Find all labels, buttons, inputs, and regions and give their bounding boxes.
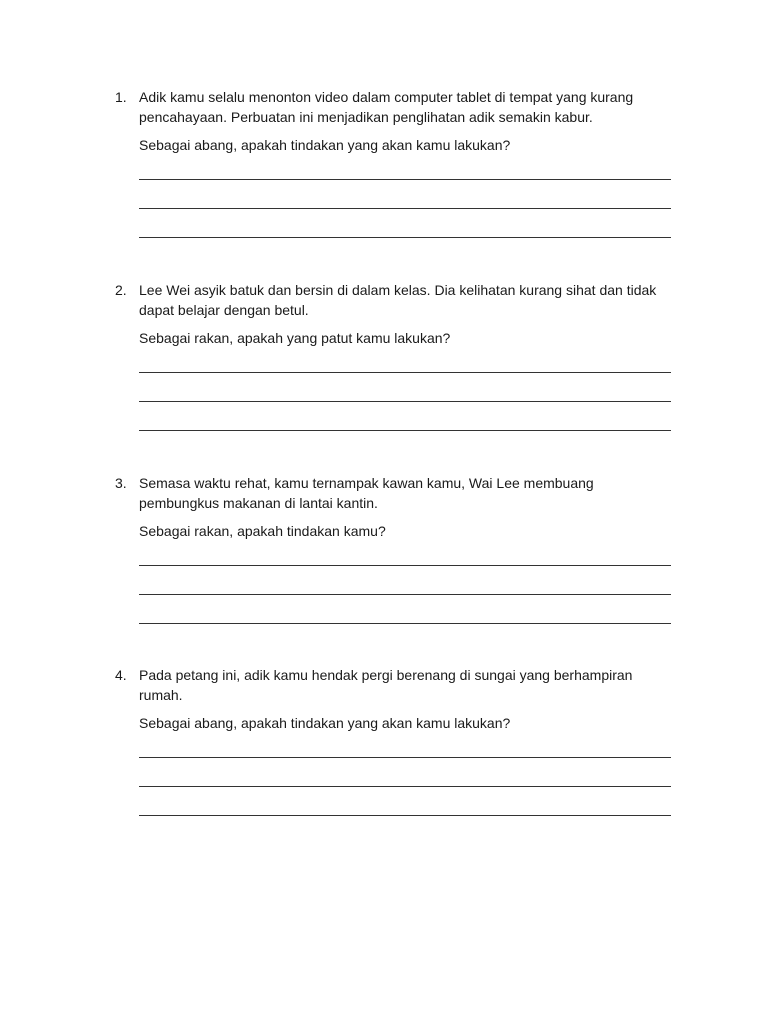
- question-number: 4.: [115, 667, 127, 683]
- answer-line[interactable]: [139, 815, 671, 816]
- answer-line[interactable]: [139, 401, 671, 402]
- question-number: 1.: [115, 89, 127, 105]
- answer-line[interactable]: [139, 786, 671, 787]
- answer-line[interactable]: [139, 179, 671, 180]
- question-number: 2.: [115, 282, 127, 298]
- question-prompt: Sebagai rakan, apakah yang patut kamu lakukan?: [139, 330, 451, 346]
- question-prompt: Sebagai abang, apakah tindakan yang akan kamu lakukan?: [139, 715, 511, 731]
- question-prompt: Sebagai rakan, apakah tindakan kamu?: [139, 523, 386, 539]
- answer-line[interactable]: [139, 237, 671, 238]
- question-prompt: Sebagai abang, apakah tindakan yang akan kamu lakukan?: [139, 137, 511, 153]
- answer-line[interactable]: [139, 372, 671, 373]
- question-text: Adik kamu selalu menonton video dalam computer tablet di tempat yang kurang pencahayaan. Perbuatan ini menjadikan penglihatan adik semakin kabur.: [139, 89, 634, 125]
- answer-line[interactable]: [139, 594, 671, 595]
- question-text: Semasa waktu rehat, kamu ternampak kawan kamu, Wai Lee membuang pembungkus makanan di lantai kantin.: [139, 475, 594, 511]
- answer-line[interactable]: [139, 430, 671, 431]
- answer-line[interactable]: [139, 565, 671, 566]
- answer-line[interactable]: [139, 757, 671, 758]
- question-text: Pada petang ini, adik kamu hendak pergi berenang di sungai yang berhampiran rumah.: [139, 667, 633, 703]
- answer-line[interactable]: [139, 623, 671, 624]
- question-text: Lee Wei asyik batuk dan bersin di dalam kelas. Dia kelihatan kurang sihat dan tidak dapat belajar dengan betul.: [139, 282, 657, 318]
- question-number: 3.: [115, 475, 127, 491]
- answer-line[interactable]: [139, 208, 671, 209]
